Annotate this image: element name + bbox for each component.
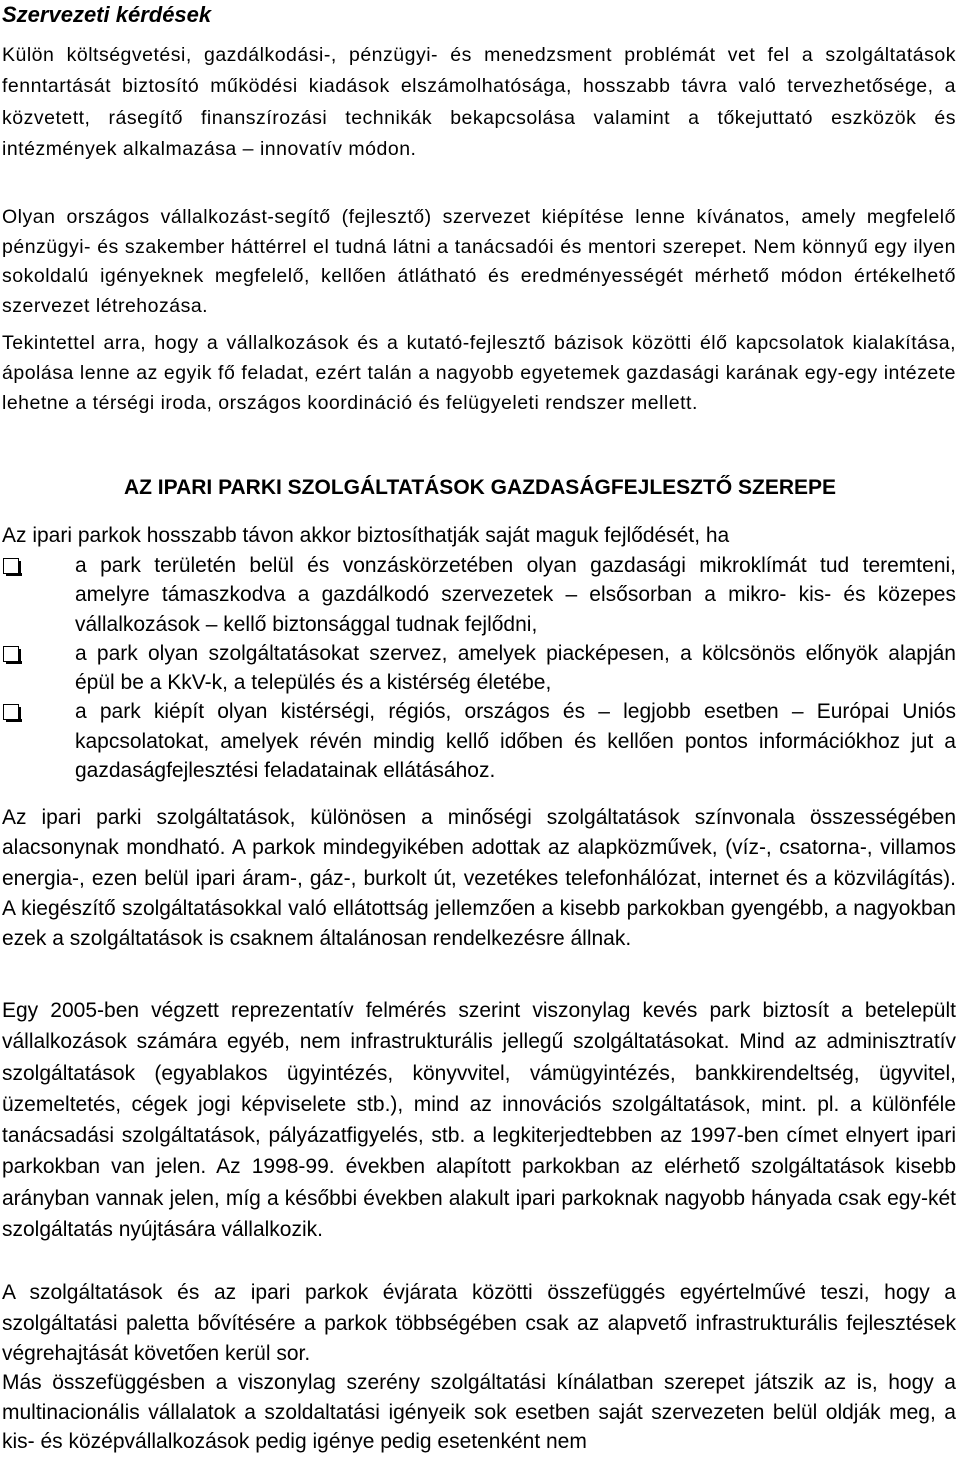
checkbox-bullet-icon — [3, 646, 19, 662]
list-item — [0, 697, 956, 785]
paragraph-budget-issues: Külön költségvetési, gazdálkodási-, pénzügyi- és menedzsment problémát vet fel a szolgáltatások fenntartását biztosító működési kiadások elszámolhatósága, hosszabb távra való tervezhetősége, a közvetett, rásegítő finanszírozási technikák bekapcsolása valamint a tőkejuttató eszközök és intézmények alkalmazása – innovatív módon. — [2, 44, 956, 160]
list-item — [0, 639, 956, 698]
checkbox-bullet-icon — [3, 704, 19, 720]
section-heading-organizational: Szervezeti kérdések — [2, 2, 212, 27]
paragraph-survey-2005: Egy 2005-ben végzett reprezentatív felmérés szerint viszonylag kevés park biztosít a betelepült vállalkozások számára egyéb, nem infrastrukturális jellegű szolgáltatásokat. Mind az adminisztratív szolgáltatások (egyablakos ügyintézés, könyvvitel, vámügyintézés, bankkirendeltség, ügyvitel, üzemeltetés, cégek jogi képviselete stb.), mind az innovációs szolgáltatások, mint. pl. a különféle tanácsadási szolgáltatások, pályázatfigyelés, stb. a legkiterjedtebben az 1997-ben címet elnyert ipari parkokban van jelen. Az 1998-99. években alapított parkokban az elérhető szolgáltatások kisebb arányban vannak jelen, míg a későbbi években alakult ipari parkoknak nagyobb hányada csak egy-két szolgáltatás nyújtására vállalkozik. — [2, 999, 956, 1242]
list-item-text: a park területén belül és vonzáskörzetében olyan gazdasági mikroklímát tud teremteni, amelyre támaszkodva a gazdálkodó szervezetek – elsősorban a mikro- kis- és közepes vállalkozások – kellő biztonsággal tudnak fejlődni, — [75, 554, 956, 636]
list-item — [0, 551, 956, 639]
paragraph-service-quality: Az ipari parki szolgáltatások, különösen a minőségi szolgáltatások színvonala összességében alacsonynak mondható. A parkok mindegyikében adottak az alapközművek, (víz-, csatorna-, villamos energia-, ezen belül ipari áram-, gáz-, burkolt út, vezetékes telefonhálózat, internet és a közvilágítás). A kiegészítő szolgáltatásokkal való ellátottság jellemzően a kisebb parkokban gyengébb, a nagyokban ezek a szolgáltatások is csaknem általánosan rendelkezésre állnak. — [2, 806, 956, 951]
paragraph-other-factors: Más összefüggésben a viszonylag szerény szolgáltatási kínálatban szerepet játszik az is, hogy a multinacionális vállalatok a szoldaltatási igényeik sok esetben saját szervezeten belül oldják meg, a kis- és középvállalkozások pedig igénye pedig esetenként nem — [2, 1371, 956, 1453]
section-title-industrial-park-services: AZ IPARI PARKI SZOLGÁLTATÁSOK GAZDASÁGFEJLESZTŐ SZEREPE — [123, 476, 837, 499]
list-item-text: a park olyan szolgáltatásokat szervez, amelyek piacképesen, a kölcsönös előnyök alapján épül be a KkV-k, a település és a kistérség életébe, — [75, 641, 956, 695]
paragraph-list-intro: Az ipari parkok hosszabb távon akkor biztosíthatják saját maguk fejlődését, ha — [2, 524, 730, 547]
checkbox-bullet-icon — [3, 558, 19, 574]
list-item-text: a park kiépít olyan kistérségi, régiós, országos és – legjobb esetben – Európai Uniós kapcsolatokat, amelyek révén mindig kellő időben és kellően pontos információkhoz jut a gazdaságfejlesztési feladatainak ellátásához. — [75, 700, 956, 783]
paragraph-national-organization: Olyan országos vállalkozást-segítő (fejlesztő) szervezet kiépítése lenne kívánatos, amely megfelelő pénzügyi- és szakember háttérrel el tudná látni a tanácsadói és mentori szerepet. Nem könnyű egy ilyen sokoldalú igényeknek megfelelő, kellően átlátható és eredményességét mérhető módon értékelhető szervezet létrehozása. — [2, 206, 956, 317]
paragraph-university-office: Tekintettel arra, hogy a vállalkozások és a kutató-fejlesztő bázisok közötti élő kapcsolatok kialakítása, ápolása lenne az egyik fő feladat, ezért talán a nagyobb egyetemek gazdasági karának egy-egy intézete lehetne a térségi iroda, országos koordináció és felügyeleti rendszer mellett. — [2, 332, 956, 414]
paragraph-service-age-link: A szolgáltatások és az ipari parkok évjárata közötti összefüggés egyértelművé teszi, hogy a szolgáltatási paletta bővítésére a parkok többségében csak az alapvető infrastrukturális fejlesztések végrehajtását követően kerül sor. — [2, 1281, 956, 1365]
bullet-list — [0, 551, 960, 785]
